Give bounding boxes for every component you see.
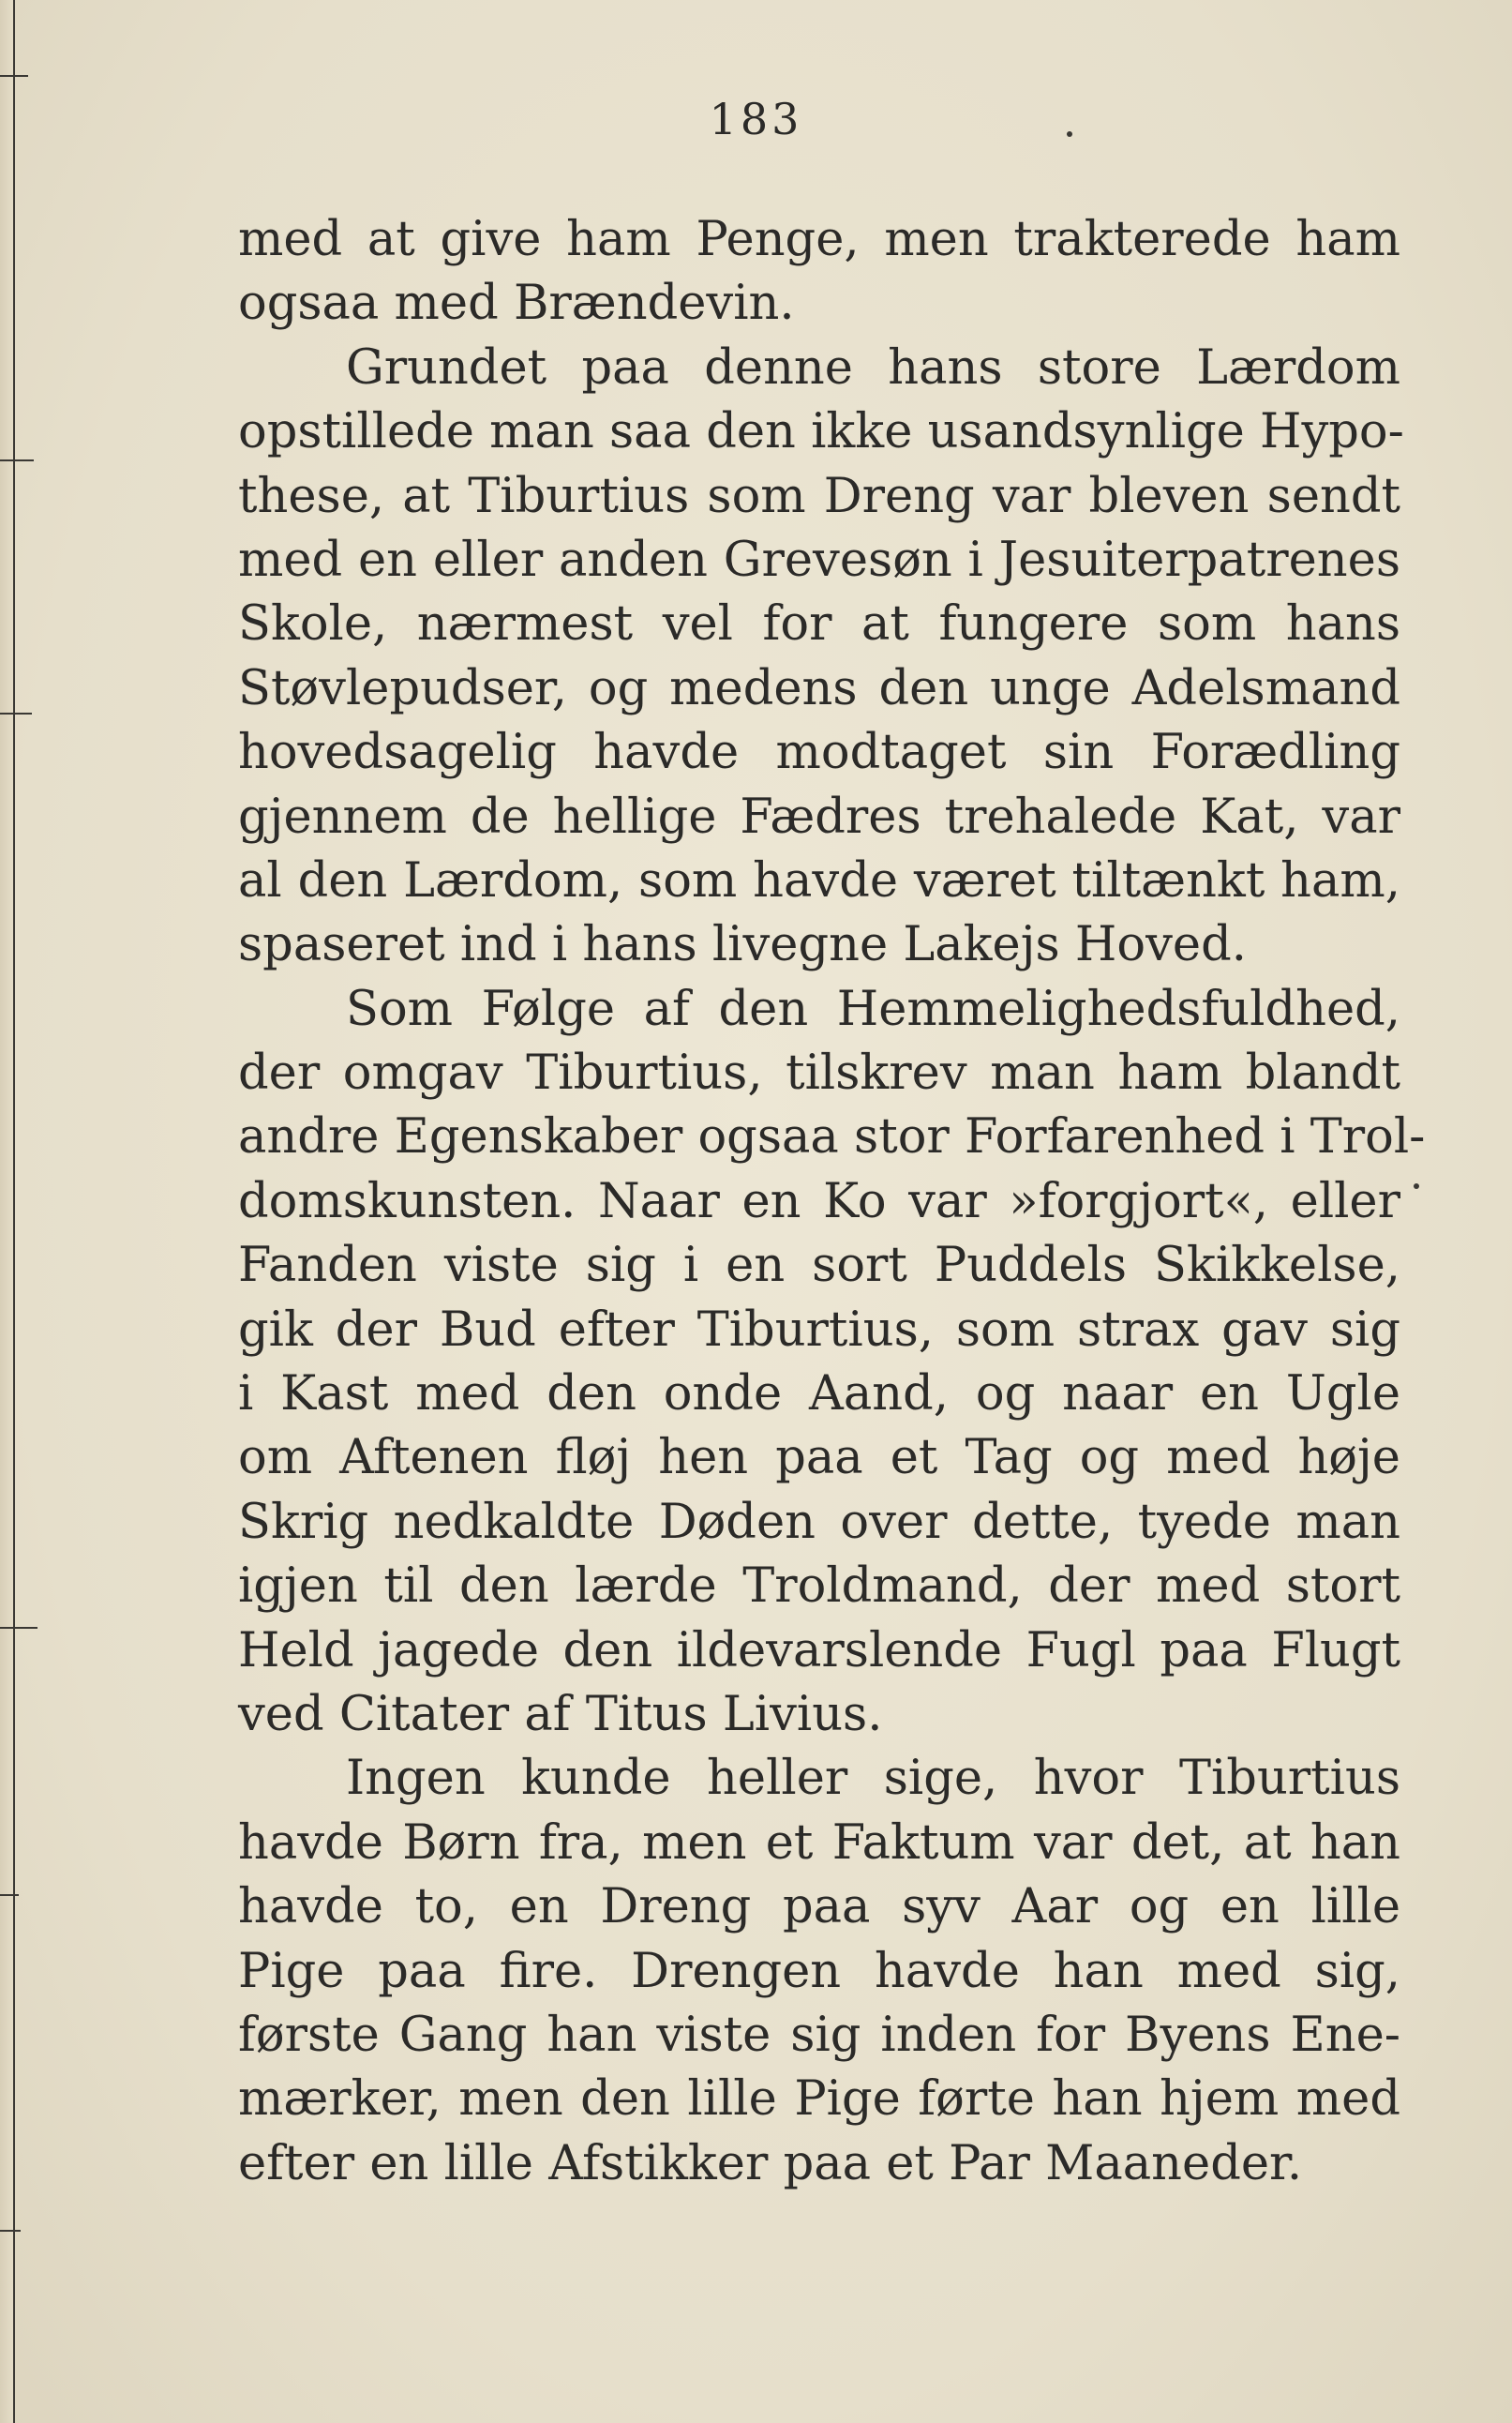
text-line: Fanden viste sig i en sort Puddels Skikkelse, — [238, 1238, 1400, 1294]
text-line: gik der Bud efter Tiburtius, som strax gav sig — [238, 1302, 1400, 1358]
text-line: ved Citater af Titus Livius. — [238, 1686, 883, 1742]
text-line: spaseret ind i hans livegne Lakejs Hoved. — [238, 917, 1247, 973]
binding-edge — [0, 0, 15, 2423]
text-line: havde to, en Dreng paa syv Aar og en lille — [238, 1879, 1400, 1935]
text-line: ogsaa med Brændevin. — [238, 276, 795, 332]
text-line: i Kast med den onde Aand, og naar en Ugle — [238, 1366, 1400, 1422]
text-line: al den Lærdom, som havde været tiltænkt ham, — [238, 852, 1400, 909]
text-line: Som Følge af den Hemmelighedsfuldhed, — [346, 981, 1400, 1037]
text-line: these, at Tiburtius som Dreng var bleven sendt — [238, 468, 1400, 524]
print-speck — [1414, 1183, 1419, 1189]
text-line: Skole, nærmest vel for at fungere som hans — [238, 596, 1400, 653]
page-number: 183 — [709, 94, 803, 144]
text-line: Grundet paa denne hans store Lærdom — [346, 339, 1400, 396]
text-line: domskunsten. Naar en Ko var »forgjort«, eller — [238, 1173, 1400, 1229]
text-line: opstillede man saa den ikke usandsynlige Hypo- — [238, 404, 1404, 460]
text-line: Ingen kunde heller sige, hvor Tiburtius — [346, 1751, 1400, 1807]
edge-mark — [0, 75, 28, 77]
text-line: gjennem de hellige Fædres trehalede Kat, var — [238, 789, 1400, 845]
edge-mark — [0, 1894, 19, 1896]
edge-mark — [0, 459, 34, 461]
text-line: mærker, men den lille Pige førte han hjem med — [238, 2071, 1400, 2128]
text-line: med at give ham Penge, men trakterede ham — [238, 212, 1400, 267]
text-line: hovedsagelig havde modtaget sin Forædling — [238, 725, 1400, 781]
text-line: første Gang han viste sig inden for Byens Ene- — [238, 2007, 1400, 2063]
text-line: efter en lille Afstikker paa et Par Maaneder. — [238, 2135, 1303, 2191]
edge-mark — [0, 1627, 37, 1629]
body-text — [238, 208, 1426, 2196]
edge-mark — [0, 2230, 21, 2232]
text-line: Støvlepudser, og medens den unge Adelsmand — [238, 660, 1400, 716]
text-line: andre Egenskaber ogsaa stor Forfarenhed i Trol- — [238, 1109, 1426, 1166]
text-line: om Aftenen fløj hen paa et Tag og med høje — [238, 1430, 1400, 1486]
text-line: Pige paa fire. Drengen havde han med sig, — [238, 1943, 1400, 1999]
text-line: havde Børn fra, men et Faktum var det, at han — [238, 1814, 1400, 1871]
text-line: igjen til den lærde Troldmand, der med stort — [238, 1558, 1400, 1615]
text-line: med en eller anden Grevesøn i Jesuiterpatrenes — [238, 532, 1400, 588]
edge-mark — [0, 713, 32, 715]
text-line: Skrig nedkaldte Døden over dette, tyede man — [238, 1494, 1400, 1550]
text-line: Held jagede den ildevarslende Fugl paa Flugt — [238, 1622, 1400, 1678]
text-line: der omgav Tiburtius, tilskrev man ham blandt — [238, 1046, 1400, 1102]
